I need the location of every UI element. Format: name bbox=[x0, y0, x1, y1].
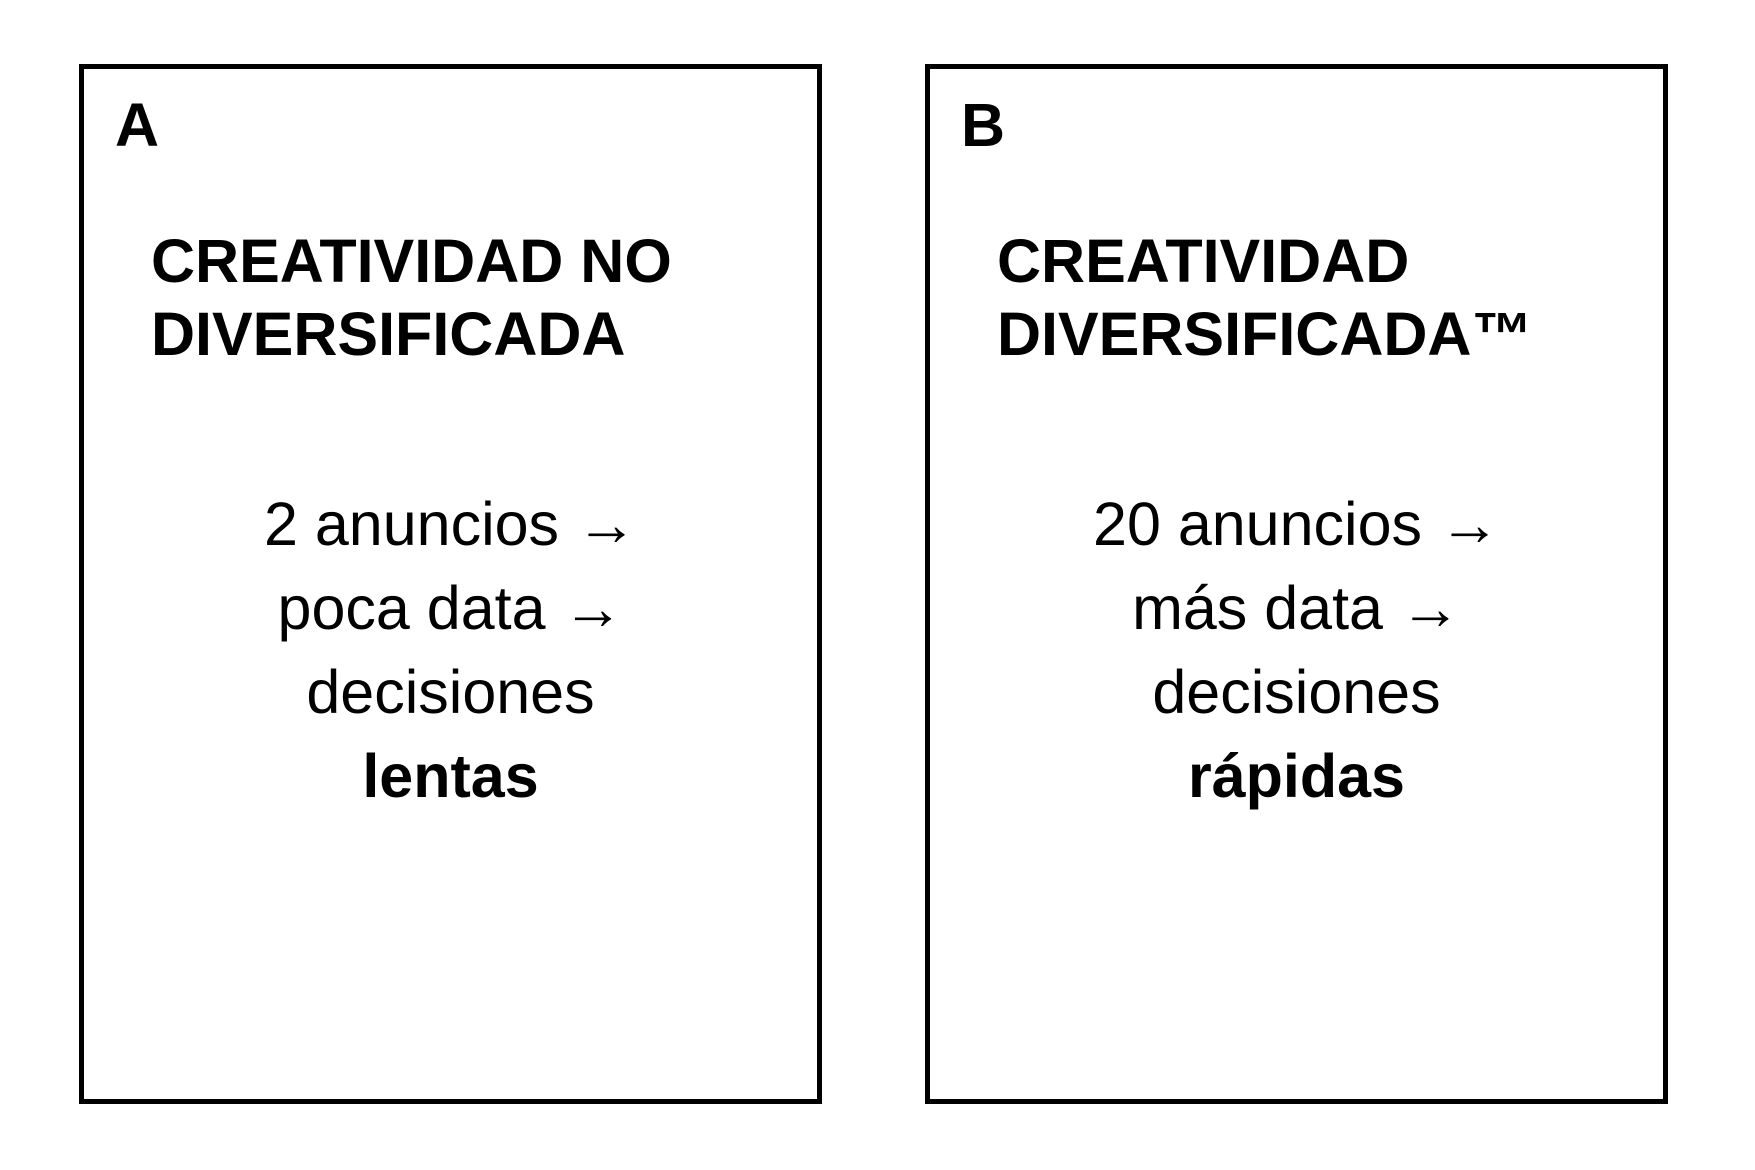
panel-body-line: 20 anuncios → bbox=[1093, 490, 1500, 558]
panel-body-line: más data → bbox=[1132, 574, 1461, 642]
panel-title-line: DIVERSIFICADA bbox=[151, 300, 626, 368]
panel-emphasis: lentas bbox=[362, 742, 539, 810]
panel-body bbox=[930, 482, 1663, 818]
panel-emphasis: rápidas bbox=[1188, 742, 1405, 810]
panel-body-line: 2 anuncios → bbox=[264, 490, 637, 558]
panel-title-line: CREATIVIDAD bbox=[997, 227, 1410, 295]
panel-title-line: DIVERSIFICADA™ bbox=[997, 300, 1533, 368]
panel-body-line: poca data → bbox=[277, 574, 624, 642]
panel-title bbox=[997, 225, 1643, 371]
panel-a bbox=[79, 64, 822, 1104]
panel-body-line: decisiones bbox=[306, 658, 595, 726]
panel-body-line: decisiones bbox=[1152, 658, 1441, 726]
panel-b bbox=[925, 64, 1668, 1104]
panel-body bbox=[84, 482, 817, 818]
panel-title bbox=[151, 225, 797, 371]
panel-letter: B bbox=[961, 91, 1006, 159]
panel-letter: A bbox=[115, 91, 160, 159]
panel-title-line: CREATIVIDAD NO bbox=[151, 227, 672, 295]
